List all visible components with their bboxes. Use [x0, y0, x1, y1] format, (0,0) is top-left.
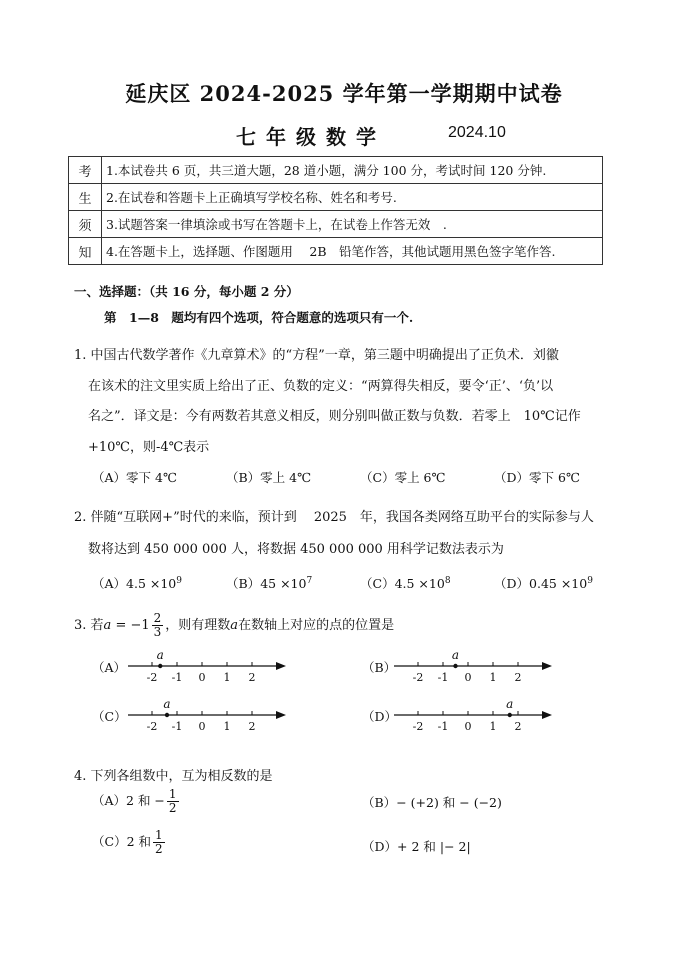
q1-option-a: （A）零下 4℃ — [92, 470, 177, 485]
option-text: 2 和 — [126, 834, 152, 849]
tick-label: -1 — [171, 671, 183, 684]
q3-eq: = −1 — [111, 618, 150, 633]
tick-label: -2 — [146, 671, 158, 684]
notice-item: 1.本试卷共 6 页，共三道大题，28 道小题，满分 100 分，考试时间 120 分钟. — [102, 157, 603, 184]
option-exponent: 9 — [587, 575, 593, 586]
q3-fraction — [152, 612, 164, 639]
tick-label: 2 — [514, 671, 522, 684]
tick-label: 1 — [489, 720, 497, 733]
notice-table — [68, 156, 603, 265]
option-label: （A） — [92, 576, 127, 591]
q3-number-line-c — [128, 697, 290, 733]
option-fraction — [167, 788, 179, 815]
notice-label: 知 — [69, 238, 102, 265]
tick-label: 2 — [248, 720, 256, 733]
fraction-numerator: 1 — [155, 828, 163, 842]
option-label: （A） — [92, 793, 127, 808]
arrow-head-icon — [276, 662, 286, 670]
arrow-head-icon — [542, 662, 552, 670]
point-label: a — [163, 697, 171, 711]
option-label: （B） — [362, 795, 397, 810]
q3-option-c-label: （C） — [92, 709, 127, 724]
tick-label: -1 — [171, 720, 183, 733]
tick-label: 1 — [223, 720, 231, 733]
section-instruction: 第 1—8 题均有四个选项，符合题意的选项只有一个. — [104, 310, 414, 325]
q3-suffix: ，则有理数 — [165, 618, 231, 633]
q4-option-c — [92, 829, 167, 856]
option-base: 45 ×10 — [260, 576, 307, 591]
q3-number-line-b — [394, 648, 556, 684]
option-exponent: 7 — [306, 575, 313, 586]
notice-label: 考 — [69, 157, 102, 184]
notice-item: 2.在试卷和答题卡上正确填写学校名称、姓名和考号. — [102, 184, 603, 211]
option-label: （B） — [226, 576, 261, 591]
point-marker — [165, 713, 169, 717]
fraction-numerator: 2 — [153, 611, 162, 625]
tick-label: -2 — [412, 671, 424, 684]
point-label: a — [451, 648, 460, 662]
tick-label: 2 — [514, 720, 522, 733]
exam-title: 延庆区 2024-2025 学年第一学期期中试卷 — [125, 81, 563, 106]
notice-label: 须 — [69, 211, 102, 238]
notice-label: 生 — [69, 184, 102, 211]
q2-line: 数将达到 450 000 000 人，将数据 450 000 000 用科学记数法表示为 — [88, 542, 504, 557]
fraction-denominator: 3 — [153, 625, 162, 639]
tick-label: -1 — [437, 671, 449, 684]
q4-option-d — [362, 837, 471, 855]
option-label: （C） — [92, 834, 127, 849]
option-label: （D） — [494, 576, 530, 591]
q2-option-b — [226, 574, 312, 592]
tick-label: 0 — [198, 720, 206, 733]
arrow-head-icon — [276, 711, 286, 719]
option-label: （C） — [360, 576, 395, 591]
point-marker — [453, 664, 457, 668]
tick-label: 1 — [489, 671, 497, 684]
point-label: a — [156, 648, 164, 662]
q1-line: 1. 中国古代数学著作《九章算术》的“方程”一章，第三题中明确提出了正负术．刘徽 — [74, 348, 559, 363]
fraction-denominator: 2 — [168, 801, 177, 815]
point-label: a — [506, 697, 514, 711]
q3-var: a — [103, 618, 112, 633]
q3-option-a-label: （A） — [92, 660, 127, 675]
q1-option-d: （D）零下 6℃ — [494, 470, 580, 485]
q4-stem: 4. 下列各组数中，互为相反数的是 — [74, 769, 273, 784]
notice-item: 3.试题答案一律填涂或书写在答题卡上，在试卷上作答无效 . — [102, 211, 603, 238]
q1-line: 在该术的注文里实质上给出了正、负数的定义：“两算得失相反，要令‘正’、‘负’以 — [88, 379, 554, 394]
point-marker — [508, 713, 512, 717]
q3-stem — [74, 612, 394, 639]
exam-date: 2024.10 — [448, 124, 506, 141]
tick-label: -2 — [412, 720, 424, 733]
q2-option-a — [92, 574, 182, 592]
q3-var: a — [230, 618, 239, 633]
tick-label: 0 — [198, 671, 206, 684]
q2-line: 2. 伴随“互联网+”时代的来临，预计到 2025 年，我国各类网络互助平台的实际参与人 — [74, 510, 594, 525]
q1-option-b: （B）零上 4℃ — [226, 470, 312, 485]
option-fraction — [153, 829, 165, 856]
fraction-numerator: 1 — [168, 787, 177, 801]
option-exponent: 8 — [444, 575, 451, 586]
option-text: + 2 和 |− 2| — [397, 839, 471, 854]
q1-line: +10℃，则-4℃表示 — [88, 440, 210, 455]
q4-option-a — [92, 788, 181, 815]
q1-option-c: （C）零上 6℃ — [360, 470, 446, 485]
tick-label: 1 — [223, 671, 231, 684]
tick-label: -1 — [437, 720, 449, 733]
q4-option-b — [362, 793, 502, 811]
notice-item: 4.在答题卡上，选择题、作图题用 2B 铅笔作答，其他试题用黑色签字笔作答. — [102, 238, 603, 265]
arrow-head-icon — [542, 711, 552, 719]
option-exponent: 9 — [176, 575, 182, 586]
exam-subtitle: 七年级数学 — [236, 125, 386, 149]
q3-suffix2: 在数轴上对应的点的位置是 — [238, 618, 395, 633]
tick-label: 0 — [464, 720, 472, 733]
q1-line: 名之”．译文是：今有两数若其意义相反，则分别叫做正数与负数．若零上 10℃记作 — [88, 409, 581, 424]
tick-label: 0 — [464, 671, 472, 684]
q3-option-d-label: （D） — [362, 709, 398, 724]
q3-number-line-d — [394, 697, 556, 733]
option-text: − (+2) 和 − (−2) — [396, 795, 502, 810]
q2-option-c — [360, 574, 451, 592]
fraction-denominator: 2 — [155, 842, 163, 856]
option-text: 2 和 − — [126, 793, 165, 808]
point-marker — [158, 664, 162, 668]
q3-option-b-label: （B） — [362, 660, 397, 675]
q3-prefix: 3. 若 — [74, 618, 104, 633]
q2-option-d — [494, 574, 593, 592]
option-label: （D） — [362, 839, 398, 854]
option-base: 4.5 ×10 — [394, 576, 445, 591]
tick-label: -2 — [146, 720, 158, 733]
q3-number-line-a — [128, 648, 290, 684]
option-base: 0.45 ×10 — [529, 576, 588, 591]
option-base: 4.5 ×10 — [126, 576, 177, 591]
tick-label: 2 — [248, 671, 256, 684]
section-heading: 一、选择题：（共 16 分，每小题 2 分） — [74, 284, 299, 299]
